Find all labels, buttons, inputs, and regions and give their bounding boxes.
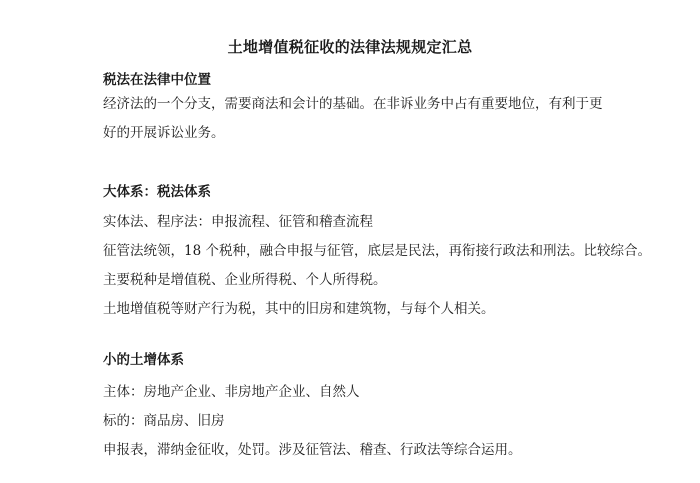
section-line: 标的：商品房、旧房 bbox=[103, 413, 225, 429]
section-line: 征管法统领，18 个税种，融合申报与征管，底层是民法，再衔接行政法和刑法。比较综合。 bbox=[103, 243, 651, 259]
section-line: 土地增值税等财产行为税，其中的旧房和建筑物，与每个人相关。 bbox=[103, 301, 495, 317]
section-heading-tax-law-position: 税法在法律中位置 bbox=[103, 72, 211, 88]
document-title: 土地增值税征收的法律法规规定汇总 bbox=[227, 38, 473, 56]
section-line: 主要税种是增值税、企业所得税、个人所得税。 bbox=[103, 272, 387, 288]
section-line: 申报表，滞纳金征收，处罚。涉及征管法、稽查、行政法等综合运用。 bbox=[103, 442, 522, 458]
section-heading-land-vat-system: 小的土增体系 bbox=[103, 352, 184, 368]
section-heading-tax-system: 大体系：税法体系 bbox=[103, 184, 211, 200]
section-paragraph: 经济法的一个分支，需要商法和会计的基础。在非诉业务中占有重要地位，有利于更好的开展诉讼业务。 bbox=[103, 96, 603, 141]
section-line: 实体法、程序法：申报流程、征管和稽查流程 bbox=[103, 214, 373, 230]
section-line: 主体：房地产企业、非房地产企业、自然人 bbox=[103, 384, 360, 400]
